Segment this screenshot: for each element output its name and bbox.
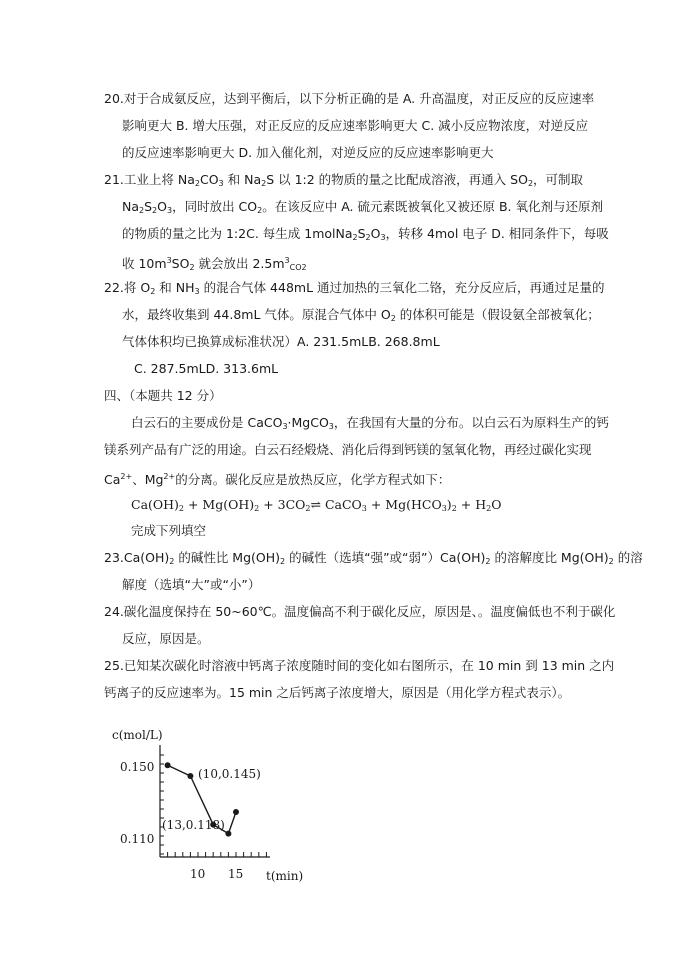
q23-line-2: 解度（选填“大”或“小”） (122, 577, 261, 592)
q20-line-2: 影响更大 B. 增大压强，对正反应的反应速率影响更大 C. 减小反应物浓度，对逆反应 (122, 118, 589, 133)
x-tick-label-10: 10 (190, 867, 206, 881)
section-paragraph-line-2: 镁系列产品有广泛的用途。白云石经煅烧、消化后得到钙镁的氢氧化物，再经过碳化实现 (104, 442, 592, 457)
annotation-13-0118: (13,0.118) (162, 818, 225, 832)
q25-line-2: 钙离子的反应速率为。15 min 之后钙离子浓度增大，原因是（用化学方程式表示）。 (104, 685, 571, 700)
y-tick-label-0110: 0.110 (120, 832, 155, 846)
q20-line-1: 20.对于合成氨反应，达到平衡后，以下分析正确的是 A. 升高温度，对正反应的反应速率 (104, 91, 595, 106)
q22-line-1: 22.将 $O_2$ 和 $NH_3$ 的混合气体 448mL 通过加热的三氧化二铬，充分反应后，再通过足量的 (104, 280, 605, 296)
q22-line-4: C. 287.5mLD. 313.6mL (134, 361, 279, 376)
q21-line-4: 收 $10m^3SO_2$ 就会放出 $2.5m^3_{CO2}$ (122, 256, 307, 272)
q22-line-2: 水，最终收集到 44.8mL 气体。原混合气体中 $O_2$ 的体积可能是（假设氨全部被氧化； (122, 307, 600, 323)
q21-line-1: 21.工业上将 $Na_2CO_3$ 和 $Na_2S$ 以 1:2 的物质的量之比配成溶液，再通入 $SO_2$，可制取 (104, 172, 584, 188)
section-paragraph-line-3: $Ca^{2+}$、$Mg^{2+}$的分离。碳化反应是放热反应，化学方程式如下： (104, 472, 451, 487)
data-point-0 (165, 762, 171, 768)
section-heading: 四、（本题共 12 分） (104, 388, 222, 403)
q22-line-3: 气体体积均已换算成标准状况）A. 231.5mLB. 268.8mL (122, 334, 440, 349)
y-tick-label-0150: 0.150 (120, 760, 155, 774)
q21-line-2: $Na_2S_2O_3$，同时放出 $CO_2$。在该反应中 A. 硫元素既被氧化又被还原 B. 氧化剂与还原剂 (122, 199, 603, 215)
reaction-equation: $Ca(OH)_2 + Mg(OH)_2$ + $3CO_2\rightleftharpoons$ CaCO$_3$ + $Mg(HCO_3)_2 + H_2O$ (131, 497, 502, 513)
fill-instruction: 完成下列填空 (131, 523, 207, 538)
q20-line-3: 的反应速率影响更大 D. 加入催化剂，对逆反应的反应速率影响更大 (122, 145, 494, 160)
q24-line-1: 24.碳化温度保持在 50~60℃。温度偏高不利于碳化反应，原因是、。温度偏低也不利于碳化 (104, 604, 616, 619)
y-axis-label: c(mol/L) (112, 728, 163, 742)
q24-line-2: 反应，原因是。 (122, 631, 210, 646)
data-point-4 (233, 809, 239, 815)
q21-line-3: 的物质的量之比为 1:2C. 每生成 $1molNa_2S_2O_3$，转移 4mol 电子 D. 相同条件下，每吸 (122, 226, 609, 242)
annotation-10-0145: (10,0.145) (198, 767, 261, 781)
x-axis-ticks (160, 852, 266, 857)
x-axis-label: t(min) (266, 869, 304, 883)
q25-line-1: 25.已知某次碳化时溶液中钙离子浓度随时间的变化如右图所示，在 10 min 到 13 min 之内 (104, 658, 615, 673)
calcium-concentration-chart (100, 715, 340, 890)
data-point-3 (225, 831, 231, 837)
x-tick-label-15: 15 (228, 867, 244, 881)
data-point-1 (187, 773, 193, 779)
q23-line-1: $23.Ca(OH)_2$ 的碱性比 $Mg(OH)_2$ 的碱性（选填“强”或“弱$”)Ca(OH)_2$ 的溶解度比 $Mg(OH)_2$ 的溶 (104, 550, 643, 566)
y-axis-ticks (160, 755, 164, 854)
section-paragraph-line-1: 白云石的主要成份是 CaCO$_3$·MgCO$_3$，在我国有大量的分布。以白云石为原料生产的钙 (131, 415, 609, 431)
